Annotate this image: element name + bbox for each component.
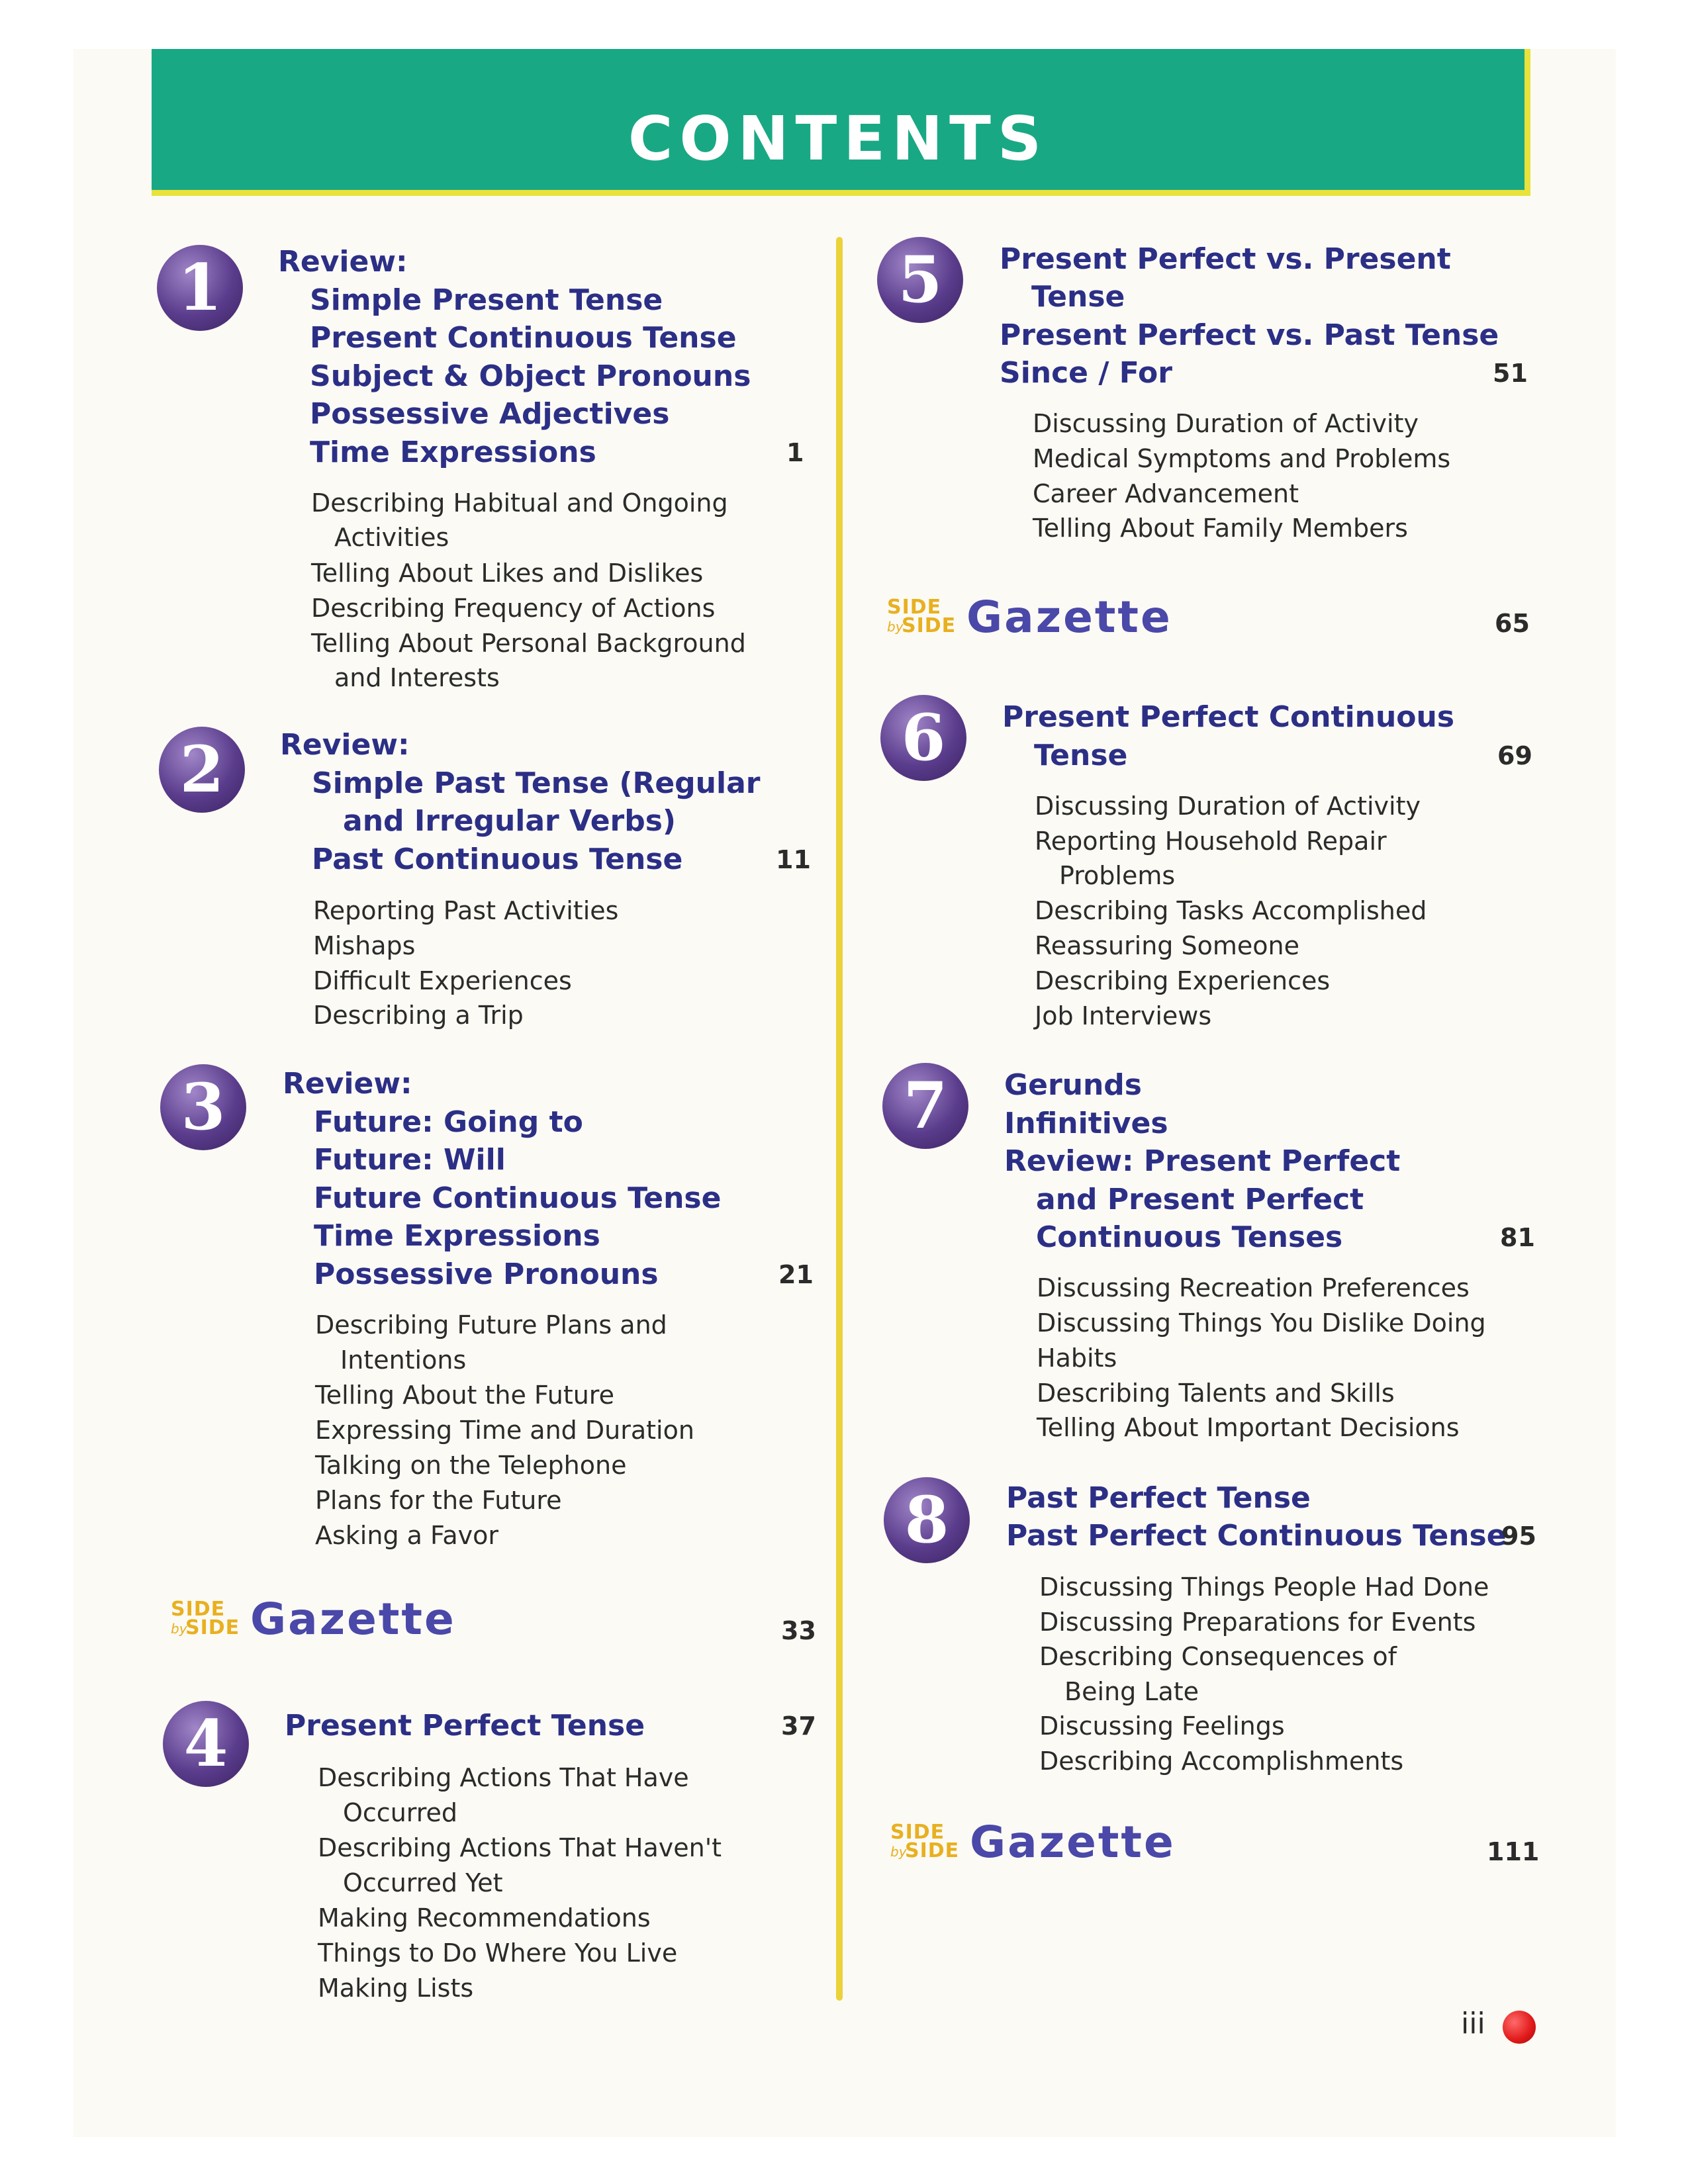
chapter-heading: Review: — [283, 1067, 412, 1101]
gazette-logo-side: SIDE — [890, 1821, 945, 1844]
topic: Career Advancement — [1033, 479, 1299, 508]
topic: Reporting Household Repair — [1035, 827, 1387, 856]
topic: Describing Frequency of Actions — [311, 594, 716, 623]
topic: Intentions — [340, 1345, 467, 1375]
topic: Telling About Likes and Dislikes — [311, 559, 704, 588]
chapter-number-badge: 5 — [877, 237, 963, 323]
topic: Making Recommendations — [318, 1903, 651, 1933]
gazette-logo — [171, 1594, 456, 1647]
chapter-heading: Infinitives — [1004, 1107, 1168, 1140]
topic: Describing Habitual and Ongoing — [311, 488, 728, 518]
topic: Telling About Family Members — [1033, 514, 1408, 543]
chapter-heading: and Irregular Verbs) — [343, 804, 677, 838]
chapter-heading: Future: Will — [314, 1143, 506, 1177]
chapter-heading: Present Perfect vs. Past Tense — [1000, 318, 1499, 352]
topic: Reassuring Someone — [1035, 931, 1299, 960]
topic: Difficult Experiences — [313, 966, 572, 995]
chapter-heading: Present Perfect vs. Present — [1000, 242, 1451, 276]
topic: Telling About the Future — [315, 1381, 614, 1410]
page-number: 65 — [1495, 609, 1530, 638]
topic: Telling About Personal Background — [311, 629, 746, 658]
chapter-heading: Possessive Pronouns — [314, 1257, 659, 1291]
chapter-heading: Past Perfect Tense — [1006, 1481, 1311, 1515]
page-number: 11 — [776, 845, 811, 874]
topic: Describing Accomplishments — [1039, 1747, 1404, 1776]
gazette-logo-by: by — [890, 1844, 907, 1860]
page-number: 37 — [781, 1711, 816, 1741]
topic: Describing Tasks Accomplished — [1035, 896, 1427, 925]
chapter-heading: Simple Present Tense — [310, 283, 663, 317]
chapter-heading: Present Perfect Continuous — [1002, 700, 1455, 734]
chapter-number-badge: 6 — [880, 695, 966, 781]
chapter-heading: Possessive Adjectives — [310, 397, 670, 431]
gazette-logo-by: by — [171, 1621, 187, 1637]
folio-number: iii — [1461, 2007, 1485, 2040]
topic: Expressing Time and Duration — [315, 1416, 694, 1445]
chapter-heading: Past Perfect Continuous Tense — [1006, 1519, 1507, 1553]
topic: Describing Experiences — [1035, 966, 1331, 995]
topic: and Interests — [334, 663, 500, 692]
topic: Describing Actions That Haven't — [318, 1833, 722, 1862]
chapter-heading: Since / For — [1000, 356, 1172, 390]
chapter-heading: Time Expressions — [310, 435, 596, 469]
chapter-heading: Simple Past Tense (Regular — [312, 766, 761, 800]
chapter-number-badge: 2 — [159, 727, 245, 813]
topic: Making Lists — [318, 1974, 474, 2003]
topic: Job Interviews — [1035, 1001, 1212, 1030]
red-dot-icon — [1503, 2011, 1536, 2044]
topic: Discussing Duration of Activity — [1033, 409, 1419, 438]
chapter-heading: Review: — [280, 728, 410, 762]
gazette-logo-side: SIDE — [902, 614, 957, 637]
topic: Asking a Favor — [315, 1521, 499, 1550]
topic: Occurred — [343, 1798, 458, 1827]
topic: Activities — [334, 523, 449, 552]
gazette-logo-word: Gazette — [250, 1594, 456, 1645]
page-number: 51 — [1493, 359, 1528, 388]
topic: Telling About Important Decisions — [1037, 1413, 1460, 1442]
topic: Reporting Past Activities — [313, 896, 619, 925]
topic: Discussing Duration of Activity — [1035, 792, 1421, 821]
topic: Mishaps — [313, 931, 416, 960]
topic: Plans for the Future — [315, 1486, 562, 1515]
gazette-logo-side: SIDE — [171, 1598, 226, 1621]
chapter-heading: Gerunds — [1004, 1068, 1142, 1102]
chapter-number-badge: 8 — [884, 1477, 970, 1563]
topic: Discussing Recreation Preferences — [1037, 1273, 1470, 1302]
topic: Discussing Things People Had Done — [1039, 1572, 1489, 1602]
column-divider — [836, 237, 843, 2001]
chapter-heading: Review: Present Perfect — [1004, 1144, 1401, 1178]
topic: Describing Future Plans and — [315, 1310, 667, 1340]
page-number: 21 — [778, 1260, 814, 1289]
gazette-logo-side: SIDE — [905, 1839, 960, 1862]
page-number: 33 — [781, 1616, 816, 1645]
chapter-heading: and Present Perfect — [1036, 1183, 1364, 1216]
topic: Being Late — [1064, 1677, 1199, 1706]
topic: Things to Do Where You Live — [318, 1938, 678, 1968]
topic: Problems — [1059, 861, 1176, 890]
topic: Describing Consequences of — [1039, 1642, 1397, 1671]
page-number: 95 — [1501, 1522, 1536, 1551]
chapter-number-badge: 7 — [882, 1063, 968, 1149]
chapter-heading: Tense — [1034, 739, 1128, 772]
chapter-number-badge: 4 — [163, 1701, 249, 1787]
chapter-number-badge: 1 — [157, 245, 243, 331]
page-number: 1 — [786, 438, 804, 467]
chapter-heading: Present Perfect Tense — [285, 1709, 645, 1743]
topic: Discussing Feelings — [1039, 1711, 1285, 1741]
chapter-heading: Tense — [1031, 280, 1125, 314]
gazette-logo-side: SIDE — [185, 1616, 240, 1639]
gazette-logo-word: Gazette — [966, 592, 1172, 643]
chapter-heading: Present Continuous Tense — [310, 321, 737, 355]
chapter-number-badge: 3 — [160, 1064, 246, 1150]
topic: Discussing Preparations for Events — [1039, 1608, 1476, 1637]
page-number: 81 — [1500, 1223, 1535, 1252]
topic: Habits — [1037, 1343, 1117, 1373]
contents-banner — [152, 49, 1530, 196]
page-number: 69 — [1497, 741, 1532, 770]
topic: Describing Actions That Have — [318, 1763, 689, 1792]
chapter-heading: Past Continuous Tense — [312, 842, 683, 876]
gazette-logo — [890, 1817, 1176, 1870]
gazette-logo-side: SIDE — [887, 596, 942, 619]
chapter-heading: Review: — [278, 245, 408, 279]
chapter-heading: Future Continuous Tense — [314, 1181, 722, 1215]
topic: Describing Talents and Skills — [1037, 1379, 1395, 1408]
page-title: CONTENTS — [628, 103, 1049, 174]
chapter-heading: Time Expressions — [314, 1219, 600, 1253]
topic: Describing a Trip — [313, 1001, 524, 1030]
page-number: 111 — [1487, 1837, 1540, 1866]
chapter-heading: Continuous Tenses — [1036, 1220, 1343, 1254]
topic: Talking on the Telephone — [315, 1451, 627, 1480]
gazette-logo — [887, 592, 1172, 645]
topic: Occurred Yet — [343, 1868, 503, 1897]
chapter-heading: Future: Going to — [314, 1105, 583, 1139]
chapter-heading: Subject & Object Pronouns — [310, 359, 751, 393]
gazette-logo-word: Gazette — [970, 1817, 1176, 1868]
gazette-logo-by: by — [887, 619, 904, 635]
topic: Medical Symptoms and Problems — [1033, 444, 1451, 473]
topic: Discussing Things You Dislike Doing — [1037, 1308, 1486, 1338]
